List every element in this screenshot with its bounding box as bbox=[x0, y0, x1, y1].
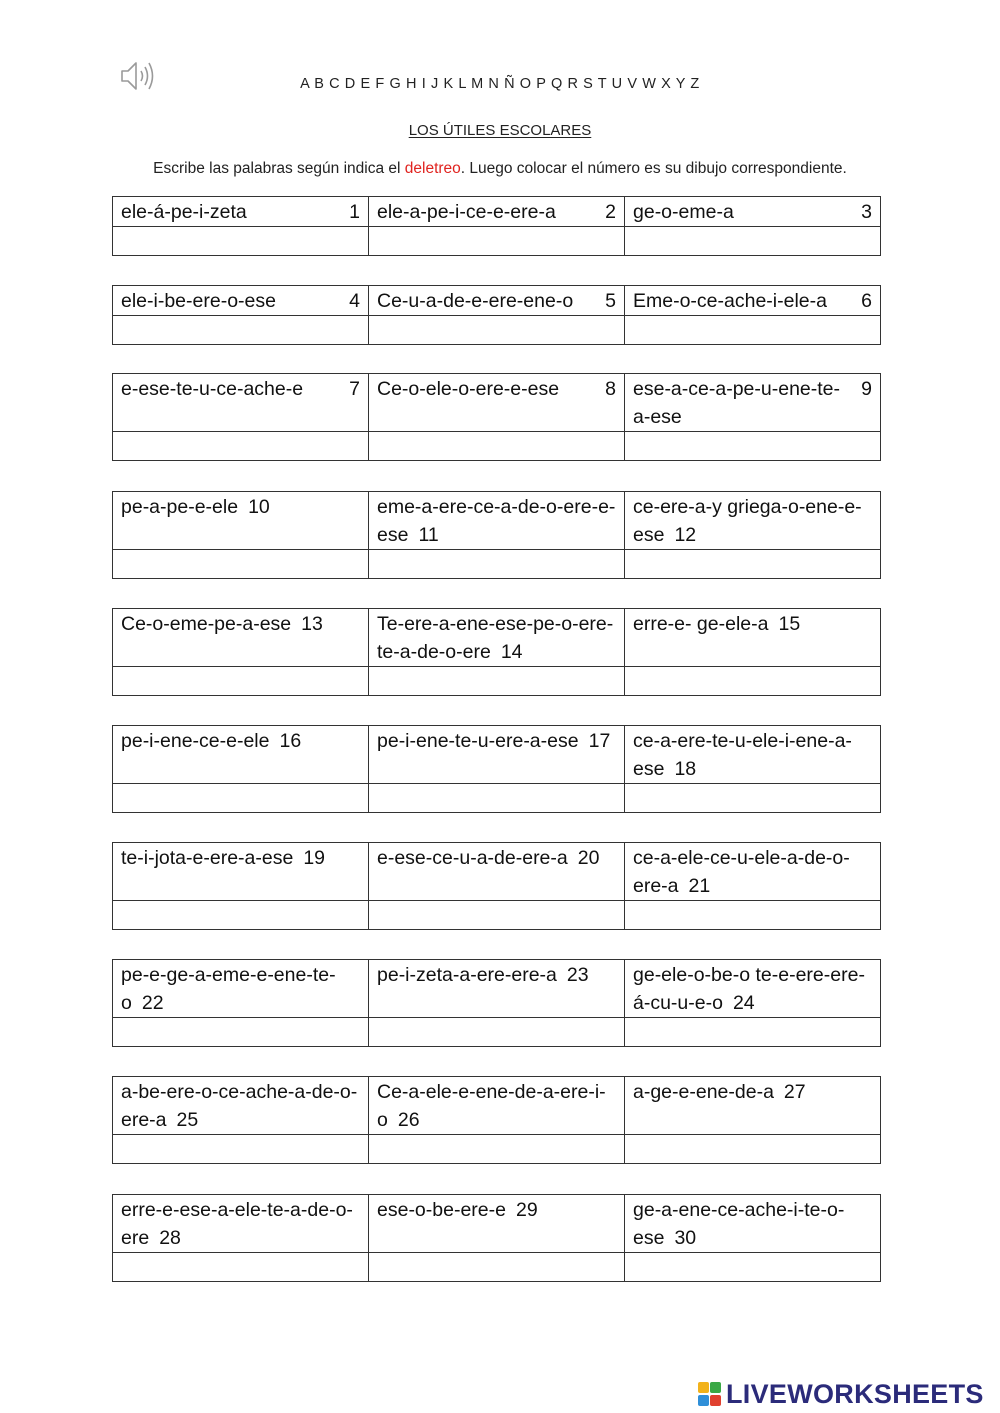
item-number: 24 bbox=[732, 992, 755, 1014]
spelling-clue: Ce-o-ele-o-ere-e-ese bbox=[377, 378, 560, 400]
answer-input[interactable] bbox=[625, 317, 880, 345]
answer-input[interactable] bbox=[625, 668, 880, 696]
clue-row bbox=[113, 726, 881, 784]
spelling-clue: ce-a-ere-te-u-ele-i-ene-a-ese bbox=[633, 730, 852, 780]
item-number: 14 bbox=[500, 641, 523, 663]
item-number: 4 bbox=[349, 290, 360, 312]
spelling-clue: Eme-o-ce-ache-i-ele-a bbox=[633, 290, 827, 312]
instructions-text-end: . Luego colocar el número es su dibujo correspondiente. bbox=[460, 160, 847, 177]
answer-cell bbox=[625, 1018, 881, 1047]
clue-cell bbox=[369, 609, 625, 667]
clue-cell bbox=[625, 1077, 881, 1135]
clue-cell bbox=[625, 286, 881, 316]
answer-input[interactable] bbox=[113, 902, 368, 930]
item-number: 22 bbox=[141, 992, 164, 1014]
answer-row bbox=[113, 1135, 881, 1164]
clue-content bbox=[121, 1196, 360, 1252]
spelling-clue: pe-a-pe-e-ele bbox=[121, 496, 239, 518]
spelling-clue: e-ese-te-u-ce-ache-e bbox=[121, 378, 304, 400]
spelling-clue: ese-a-ce-a-pe-u-ene-te-a-ese bbox=[633, 378, 841, 428]
clue-cell bbox=[369, 1195, 625, 1253]
answer-cell bbox=[113, 901, 369, 930]
clue-content bbox=[377, 1078, 616, 1134]
answer-cell bbox=[625, 1135, 881, 1164]
spelling-table bbox=[112, 196, 881, 256]
answer-input[interactable] bbox=[625, 1136, 880, 1164]
spelling-table bbox=[112, 373, 881, 461]
answer-input[interactable] bbox=[369, 317, 624, 345]
clue-row bbox=[113, 197, 881, 227]
answer-input[interactable] bbox=[625, 1019, 880, 1047]
spelling-clue: Te-ere-a-ene-ese-pe-o-ere-te-a-de-o-ere bbox=[377, 613, 614, 663]
page-title: LOS ÚTILES ESCOLARES bbox=[408, 122, 592, 139]
answer-cell bbox=[113, 1253, 369, 1282]
answer-cell bbox=[113, 1018, 369, 1047]
item-number: 10 bbox=[248, 496, 270, 518]
answer-input[interactable] bbox=[625, 228, 880, 256]
clue-content bbox=[121, 727, 360, 755]
spelling-table bbox=[112, 285, 881, 345]
answer-input[interactable] bbox=[625, 902, 880, 930]
clue-content bbox=[633, 198, 872, 226]
clue-content bbox=[633, 1196, 872, 1252]
spelling-clue: Ce-a-ele-e-ene-de-a-ere-i-o bbox=[377, 1081, 606, 1131]
spelling-clue: Ce-o-eme-pe-a-ese bbox=[121, 613, 292, 635]
answer-row bbox=[113, 1253, 881, 1282]
answer-cell bbox=[625, 667, 881, 696]
clue-cell bbox=[625, 492, 881, 550]
clue-content bbox=[633, 493, 872, 549]
item-number: 5 bbox=[605, 290, 616, 312]
instructions-highlight: deletreo bbox=[404, 160, 461, 177]
answer-input[interactable] bbox=[113, 551, 368, 579]
answer-input[interactable] bbox=[113, 1254, 368, 1282]
clue-cell bbox=[369, 960, 625, 1018]
answer-cell bbox=[369, 1135, 625, 1164]
answer-row bbox=[113, 1018, 881, 1047]
item-number: 25 bbox=[176, 1109, 199, 1131]
spelling-clue: ele-á-pe-i-zeta bbox=[121, 201, 247, 223]
item-number: 2 bbox=[605, 201, 616, 223]
answer-cell bbox=[113, 316, 369, 345]
spelling-clue: ele-i-be-ere-o-ese bbox=[121, 290, 276, 312]
clue-cell bbox=[113, 960, 369, 1018]
clue-cell bbox=[113, 492, 369, 550]
answer-cell bbox=[625, 316, 881, 345]
clue-content bbox=[121, 375, 360, 403]
clue-content bbox=[377, 198, 616, 226]
answer-row bbox=[113, 784, 881, 813]
answer-cell bbox=[625, 227, 881, 256]
clue-row bbox=[113, 374, 881, 432]
answer-row bbox=[113, 432, 881, 461]
clue-content bbox=[633, 961, 872, 1017]
clue-cell bbox=[369, 197, 625, 227]
answer-row bbox=[113, 550, 881, 579]
clue-content bbox=[377, 961, 616, 989]
answer-cell bbox=[113, 432, 369, 461]
spelling-clue: ge-o-eme-a bbox=[633, 201, 734, 223]
answer-input[interactable] bbox=[113, 785, 368, 813]
answer-cell bbox=[369, 1018, 625, 1047]
answer-input[interactable] bbox=[625, 551, 880, 579]
item-number: 19 bbox=[303, 847, 326, 869]
clue-cell bbox=[113, 374, 369, 432]
clue-content bbox=[121, 610, 360, 638]
spelling-table bbox=[112, 842, 881, 930]
spelling-table bbox=[112, 1194, 881, 1282]
answer-cell bbox=[625, 550, 881, 579]
spelling-clue: ge-ele-o-be-o te-e-ere-ere-á-cu-u-e-o bbox=[633, 964, 865, 1014]
answer-cell bbox=[369, 227, 625, 256]
spelling-clue: a-be-ere-o-ce-ache-a-de-o-ere-a bbox=[121, 1081, 358, 1131]
clue-cell bbox=[369, 374, 625, 432]
clue-cell bbox=[113, 1077, 369, 1135]
answer-cell bbox=[369, 784, 625, 813]
answer-cell bbox=[369, 316, 625, 345]
answer-row bbox=[113, 901, 881, 930]
spelling-clue: erre-e- ge-ele-a bbox=[633, 613, 769, 635]
clue-cell bbox=[625, 960, 881, 1018]
item-number: 27 bbox=[783, 1081, 806, 1103]
answer-cell bbox=[113, 227, 369, 256]
spelling-clue: ese-o-be-ere-e bbox=[377, 1199, 506, 1221]
spelling-clue: Ce-u-a-de-e-ere-ene-o bbox=[377, 290, 574, 312]
clue-content bbox=[633, 844, 872, 900]
spelling-table bbox=[112, 608, 881, 696]
clue-cell bbox=[369, 726, 625, 784]
instructions-text-start: Escribe las palabras según indica el bbox=[153, 160, 405, 177]
spelling-table bbox=[112, 1076, 881, 1164]
item-number: 29 bbox=[515, 1199, 538, 1221]
item-number: 1 bbox=[349, 201, 360, 223]
answer-input[interactable] bbox=[113, 317, 368, 345]
clue-content bbox=[377, 727, 616, 755]
clue-cell bbox=[113, 1195, 369, 1253]
answer-input[interactable] bbox=[113, 228, 368, 256]
clue-cell bbox=[113, 286, 369, 316]
answer-input[interactable] bbox=[369, 1254, 624, 1282]
item-number: 15 bbox=[778, 613, 801, 635]
answer-row bbox=[113, 667, 881, 696]
answer-input[interactable] bbox=[369, 668, 624, 696]
item-number: 9 bbox=[861, 378, 872, 400]
clue-content bbox=[121, 844, 360, 872]
clue-cell bbox=[369, 843, 625, 901]
clue-content bbox=[377, 287, 616, 315]
spelling-table bbox=[112, 491, 881, 579]
item-number: 6 bbox=[861, 290, 872, 312]
answer-input[interactable] bbox=[113, 433, 368, 461]
spelling-clue: ele-a-pe-i-ce-e-ere-a bbox=[377, 201, 556, 223]
clue-row bbox=[113, 843, 881, 901]
answer-input[interactable] bbox=[369, 433, 624, 461]
answer-cell bbox=[113, 1135, 369, 1164]
item-number: 26 bbox=[397, 1109, 420, 1131]
answer-cell bbox=[369, 901, 625, 930]
answer-input[interactable] bbox=[369, 902, 624, 930]
clue-cell bbox=[369, 286, 625, 316]
logo-mark-icon bbox=[698, 1380, 724, 1408]
spelling-clue: pe-e-ge-a-eme-e-ene-te-o bbox=[121, 964, 336, 1014]
spelling-clue: ge-a-ene-ce-ache-i-te-o-ese bbox=[633, 1199, 845, 1249]
clue-cell bbox=[625, 609, 881, 667]
clue-row bbox=[113, 960, 881, 1018]
item-number: 21 bbox=[688, 875, 711, 897]
answer-input[interactable] bbox=[625, 1254, 880, 1282]
spelling-clue: ce-ere-a-y griega-o-ene-e-ese bbox=[633, 496, 862, 546]
clue-row bbox=[113, 492, 881, 550]
clue-content bbox=[377, 493, 616, 549]
item-number: 23 bbox=[566, 964, 589, 986]
answer-cell bbox=[369, 432, 625, 461]
clue-row bbox=[113, 1077, 881, 1135]
spelling-clue: pe-i-ene-te-u-ere-a-ese bbox=[377, 730, 579, 752]
instructions bbox=[0, 160, 1000, 178]
answer-cell bbox=[625, 1253, 881, 1282]
item-number: 30 bbox=[674, 1227, 697, 1249]
clue-cell bbox=[625, 197, 881, 227]
clue-content bbox=[633, 287, 872, 315]
answer-cell bbox=[113, 550, 369, 579]
answer-input[interactable] bbox=[113, 1136, 368, 1164]
answer-input[interactable] bbox=[369, 785, 624, 813]
spelling-clue: ce-a-ele-ce-u-ele-a-de-o-ere-a bbox=[633, 847, 850, 897]
item-number: 7 bbox=[349, 378, 360, 400]
clue-cell bbox=[369, 1077, 625, 1135]
spelling-table bbox=[112, 959, 881, 1047]
clue-content bbox=[633, 610, 872, 638]
answer-input[interactable] bbox=[625, 433, 880, 461]
answer-cell bbox=[625, 784, 881, 813]
answer-input[interactable] bbox=[625, 785, 880, 813]
item-number: 20 bbox=[577, 847, 600, 869]
item-number: 13 bbox=[301, 613, 323, 635]
clue-content bbox=[121, 493, 360, 521]
item-number: 12 bbox=[674, 524, 697, 546]
item-number: 3 bbox=[861, 201, 872, 223]
clue-content bbox=[377, 1196, 616, 1224]
item-number: 18 bbox=[674, 758, 697, 780]
answer-cell bbox=[113, 784, 369, 813]
item-number: 17 bbox=[588, 730, 611, 752]
clue-content bbox=[121, 198, 360, 226]
clue-row bbox=[113, 286, 881, 316]
answer-cell bbox=[625, 432, 881, 461]
answer-cell bbox=[625, 901, 881, 930]
spelling-clue: eme-a-ere-ce-a-de-o-ere-e-ese bbox=[377, 496, 616, 546]
clue-content bbox=[121, 287, 360, 315]
spelling-clue: pe-i-ene-ce-e-ele bbox=[121, 730, 270, 752]
clue-content bbox=[121, 1078, 360, 1134]
clue-content bbox=[377, 844, 616, 872]
clue-content bbox=[633, 727, 872, 783]
clue-cell bbox=[625, 1195, 881, 1253]
spelling-clue: e-ese-ce-u-a-de-ere-a bbox=[377, 847, 568, 869]
answer-input[interactable] bbox=[113, 1019, 368, 1047]
spelling-clue: te-i-jota-e-ere-a-ese bbox=[121, 847, 294, 869]
logo-text: LIVEWORKSHEETS bbox=[726, 1378, 984, 1409]
clue-content bbox=[633, 375, 872, 431]
clue-cell bbox=[625, 843, 881, 901]
alphabet-line: A B C D E F G H I J K L M N Ñ O P Q R S T U V W X Y Z bbox=[300, 76, 700, 92]
item-number: 8 bbox=[605, 378, 616, 400]
clue-content bbox=[633, 1078, 872, 1106]
clue-cell bbox=[113, 726, 369, 784]
spelling-clue: erre-e-ese-a-ele-te-a-de-o-ere bbox=[121, 1199, 353, 1249]
answer-row bbox=[113, 316, 881, 345]
answer-input[interactable] bbox=[369, 1136, 624, 1164]
clue-content bbox=[377, 375, 616, 403]
clue-cell bbox=[369, 492, 625, 550]
item-number: 16 bbox=[279, 730, 302, 752]
answer-input[interactable] bbox=[369, 551, 624, 579]
answer-input[interactable] bbox=[113, 668, 368, 696]
clue-cell bbox=[113, 609, 369, 667]
answer-cell bbox=[369, 1253, 625, 1282]
clue-cell bbox=[113, 197, 369, 227]
clue-row bbox=[113, 609, 881, 667]
clue-cell bbox=[625, 374, 881, 432]
spelling-clue: pe-i-zeta-a-ere-ere-a bbox=[377, 964, 557, 986]
answer-cell bbox=[113, 667, 369, 696]
answer-row bbox=[113, 227, 881, 256]
item-number: 28 bbox=[159, 1227, 181, 1249]
clue-content bbox=[121, 961, 360, 1017]
spelling-clue: a-ge-e-ene-de-a bbox=[633, 1081, 774, 1103]
liveworksheets-logo bbox=[698, 1377, 984, 1411]
answer-input[interactable] bbox=[369, 1019, 624, 1047]
clue-row bbox=[113, 1195, 881, 1253]
answer-cell bbox=[369, 550, 625, 579]
answer-cell bbox=[369, 667, 625, 696]
answer-input[interactable] bbox=[369, 228, 624, 256]
clue-cell bbox=[625, 726, 881, 784]
clue-cell bbox=[113, 843, 369, 901]
clue-content bbox=[377, 610, 616, 666]
item-number: 11 bbox=[418, 524, 439, 546]
spelling-table bbox=[112, 725, 881, 813]
